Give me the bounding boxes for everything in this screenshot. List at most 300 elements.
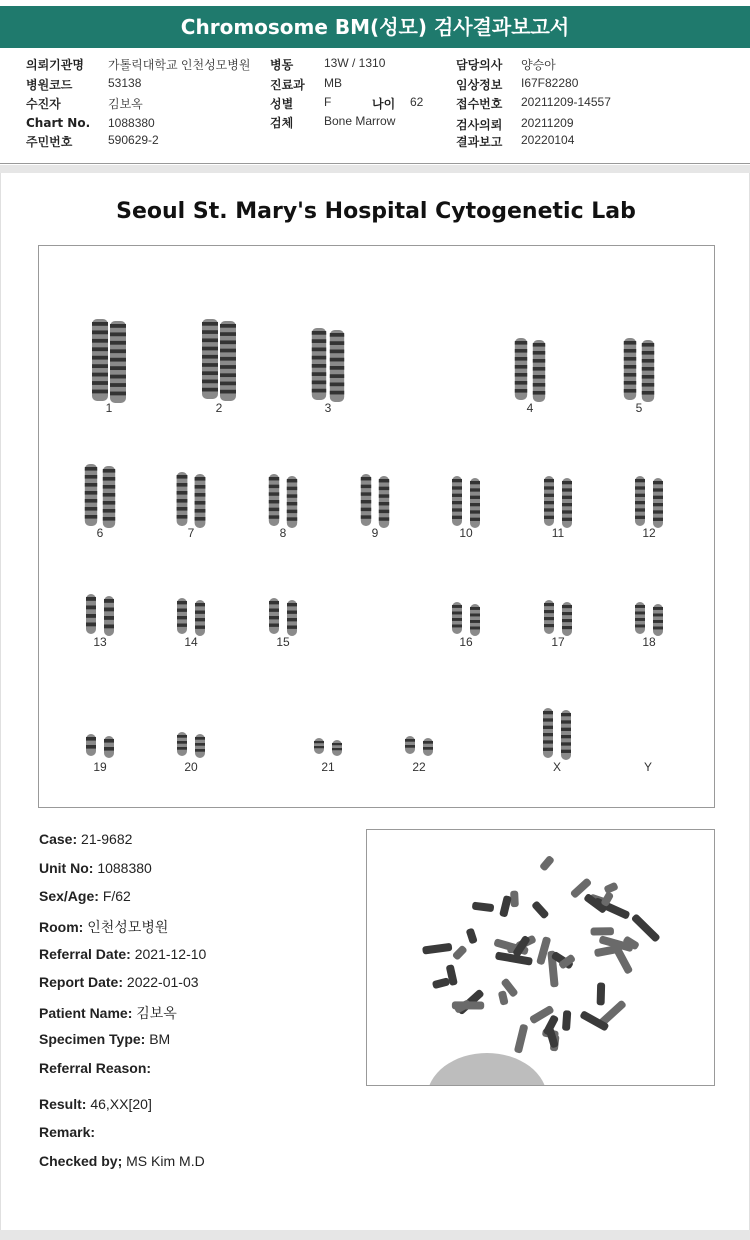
metaphase-spread [367,830,715,1086]
chromosome-band [635,605,645,608]
chromosome-band [202,322,218,326]
chromosome-band [562,496,572,499]
info-label: 임상정보 [456,78,503,92]
chromosome-label-8: 8 [279,526,287,540]
chromosome-pair-20 [177,732,205,758]
chromosome-band [533,391,545,395]
metaphase-chromosome [631,913,661,943]
chromosome-band [202,330,218,334]
chromosome-band [642,391,654,395]
chromosome-band [515,381,527,385]
chromosome-band [561,720,571,723]
metaphase-chromosome [539,855,555,872]
chromosome-band [177,491,188,495]
chromosome-band [92,347,108,351]
chromosome-band [220,332,236,336]
chromosome-band [470,510,480,513]
metaphase-chromosome [466,928,478,945]
chromosome-label-3: 3 [324,401,332,415]
remark-line: Remark: [39,1124,96,1140]
chromosome-band [195,743,205,746]
chromosome-band [562,605,572,608]
sex-age-line: Sex/Age: F/62 [39,888,131,904]
metaphase-chromosome [510,890,519,907]
chromosome-band [515,389,527,393]
chromosome-band [635,625,645,628]
chromosome-band [452,486,462,489]
info-value: 590629-2 [108,133,159,147]
chromosome-band [405,739,415,742]
chromosome-band [562,488,572,491]
chromosome-band [202,355,218,359]
chromosome-label-X: X [552,760,561,774]
chromosome-band [202,371,218,375]
chromosome-band [562,626,572,629]
chromosome-band [624,365,636,369]
info-value: 20220104 [521,133,575,147]
chromosome-label-1: 1 [105,401,113,415]
chromosome-band [470,627,480,630]
chromosome-band [544,617,554,620]
chromosome-band [361,500,371,503]
chromosome-band [269,500,279,503]
chromosome-band [653,614,663,617]
chromosome-band [92,322,108,326]
chromosome-band [177,499,188,503]
interphase-nucleus [427,1053,547,1086]
unit-line: Unit No: 1088380 [39,860,152,876]
chromosome-pair-2 [202,319,236,401]
chromosome-band [635,516,645,519]
chromosome-band [287,626,297,629]
chromosome-band [562,518,572,521]
chromosome-band [470,614,480,617]
chromosome-band [195,509,206,513]
metaphase-image [366,829,715,1086]
chromosome-band [202,338,218,342]
info-value: I67F82280 [521,76,579,90]
chromosome-band [543,740,553,743]
chromosome-band [515,341,527,345]
chromosome-band [269,492,279,495]
chromosome-band [103,509,115,513]
chromosome-pair-13 [86,594,114,636]
chromosome-band [361,515,371,518]
chromosome-band [287,487,297,490]
chromosome-band [85,491,97,495]
chromosome-pair-12 [635,476,663,528]
chromosome-band [330,383,344,387]
chromosome-band [86,597,96,601]
chromosome-band [202,347,218,351]
chromosome-band [195,493,206,497]
chromosome-band [104,616,114,620]
chromosome-band [544,603,554,606]
metaphase-chromosome [472,902,495,913]
chromosome-band [220,357,236,361]
info-label: 담당의사 [456,58,503,72]
chromosome-band [533,359,545,363]
chromosome-band [220,390,236,394]
chromosome-band [405,745,415,748]
chromosome-label-22: 22 [412,760,426,774]
chromosome-band [423,747,433,750]
karyogram-panel [38,245,715,808]
chromosome-band [103,493,115,497]
chromosome-band [92,330,108,334]
chromosome-band [642,359,654,363]
chromosome-band [635,612,645,615]
chromosome-band [177,475,188,479]
chromosome-pair-9 [361,474,389,528]
chromosome-band [452,625,462,628]
chromosome-band [332,748,342,750]
metaphase-chromosome [597,982,606,1005]
patient-name-line: Patient Name: 김보옥 [39,1005,177,1021]
chromosome-pair-11 [544,476,572,528]
info-value: 20211209-14557 [521,95,611,109]
chromosome-band [314,746,324,748]
chromosome-band [562,510,572,513]
chromosome-band [624,357,636,361]
chromosome-band [544,501,554,504]
divider-band [0,165,750,173]
chromosome-label-12: 12 [642,526,656,540]
chromosome-band [515,365,527,369]
chromosome-band [624,349,636,353]
report-title-bar [0,6,750,48]
chromosome-band [195,485,206,489]
chromosome-band [562,503,572,506]
chromosome-band [202,380,218,384]
chromosome-band [312,381,326,385]
chromosome-pair-10 [452,476,480,528]
chromosome-band [312,331,326,335]
chromosome-band [452,516,462,519]
room-line: Room: 인천성모병원 [39,919,169,935]
chromosome-pair-4 [515,338,545,402]
chromosome-band [543,748,553,751]
chromosome-band [330,341,344,345]
chromosome-band [92,390,108,394]
chromosome-pair-16 [452,602,480,636]
info-label: 검사의뢰 [456,118,503,132]
chromosome-label-7: 7 [187,526,195,540]
chromosome-band [92,339,108,343]
chromosome-band [470,496,480,499]
chromosome-band [330,366,344,370]
info-label: 성별 [270,97,294,111]
info-label: Chart No. [26,116,91,130]
chromosome-band [312,339,326,343]
chromosome-label-5: 5 [635,401,643,415]
chromosome-label-13: 13 [93,635,107,649]
chromosome-band [85,507,97,511]
chromosome-band [624,381,636,385]
chromosome-label-9: 9 [371,526,379,540]
chromosome-band [561,713,571,716]
chromosome-band [562,481,572,484]
chromosome-band [177,624,187,627]
chromosome-band [361,485,371,488]
chromosome-band [653,496,663,499]
referral-reason-line: Referral Reason: [39,1060,152,1076]
chromosome-pair-14 [177,598,205,636]
metaphase-chromosome [514,1024,529,1054]
karyotype-report [0,173,750,1230]
chromosome-band [195,749,205,752]
metaphase-chromosome [498,990,509,1006]
chromosome-label-16: 16 [459,635,473,649]
chromosome-band [220,382,236,386]
chromosome-band [104,608,114,612]
chromosome-band [103,469,115,473]
chromosome-band [533,351,545,355]
chromosome-band [330,358,344,362]
info-value: 김보옥 [108,97,143,111]
patient-info-block [0,52,750,162]
chromosome-band [624,341,636,345]
chromosome-band [543,733,553,736]
metaphase-chromosome [562,1010,571,1031]
chromosome-band [195,501,206,505]
chromosome-band [220,324,236,328]
chromosome-band [177,483,188,487]
chromosome-band [195,603,205,606]
chromosome-band [624,389,636,393]
report-date-line: Report Date: 2022-01-03 [39,974,199,990]
chromosome-band [653,620,663,623]
chromosome-band [361,508,371,511]
chromosome-pair-22 [405,736,433,756]
metaphase-chromosome [531,900,550,919]
chromosome-band [452,612,462,615]
info-value: 53138 [108,76,142,90]
info-value: 62 [410,95,424,109]
chromosome-band [470,488,480,491]
chromosome-band [104,599,114,603]
chromosome-band [642,343,654,347]
info-label: 의뢰기관명 [26,58,84,72]
chromosome-band [561,728,571,731]
chromosome-band [220,365,236,369]
chromosome-band [635,479,645,482]
chromosome-band [202,388,218,392]
result-line: Result: 46,XX[20] [39,1096,152,1112]
chromosome-band [269,601,279,604]
info-value: F [324,95,332,109]
chromosome-band [287,611,297,614]
chromosome-pair-6 [85,464,115,528]
chromosome-label-15: 15 [276,635,290,649]
chromosome-band [379,494,389,497]
divider [0,163,750,164]
chromosome-band [642,375,654,379]
chromosome-band [103,517,115,521]
chromosome-band [544,486,554,489]
chromosome-band [195,611,205,614]
chromosome-band [287,618,297,621]
chromosome-band [515,349,527,353]
chromosome-band [312,389,326,393]
chromosome-band [653,518,663,521]
specimen-line: Specimen Type: BM [39,1031,171,1047]
chromosome-band [544,479,554,482]
chromosome-band [314,741,324,743]
chromosome-band [330,391,344,395]
chromosome-band [195,737,205,740]
chromosome-band [92,373,108,377]
chromosome-pair-3 [312,328,344,402]
chromosome-band [635,486,645,489]
chromosome-band [642,367,654,371]
metaphase-chromosome [422,943,452,955]
chromosome-band [544,494,554,497]
chromosome-band [533,383,545,387]
chromosome-band [379,479,389,482]
chromosome-band [361,492,371,495]
chromosome-band [561,742,571,745]
chromosome-label-2: 2 [215,401,223,415]
chromosome-band [312,356,326,360]
chromosome-band [220,349,236,353]
info-value: 양승아 [521,58,556,72]
chromosome-band [452,605,462,608]
chromosome-band [544,610,554,613]
chromosome-band [379,510,389,513]
info-label: 주민번호 [26,135,73,149]
chromosome-band [653,488,663,491]
info-label: 결과보고 [456,135,503,149]
info-value: 1088380 [108,116,155,130]
chromosome-label-10: 10 [459,526,473,540]
chromosome-band [624,373,636,377]
chromosome-band [379,502,389,505]
chromosome-band [195,626,205,629]
chromosome-label-4: 4 [526,401,534,415]
chromosome-band [92,381,108,385]
chromosome-band [104,747,114,751]
chromosome-band [269,477,279,480]
lab-title: Seoul St. Mary's Hospital Cytogenetic Lab [116,199,636,224]
chromosome-band [653,607,663,610]
chromosome-band [269,485,279,488]
chromosome-pair-15 [269,598,297,636]
chromosome-band [287,603,297,606]
chromosome-band [110,392,126,396]
chromosome-band [561,750,571,753]
chromosome-label-14: 14 [184,635,198,649]
chromosome-band [269,508,279,511]
chromosome-band [86,614,96,618]
chromosome-pair-21 [314,738,342,756]
chromosome-band [177,507,188,511]
info-value: 20211209 [521,116,574,130]
chromosome-band [533,367,545,371]
chromosome-band [543,726,553,729]
chromosome-band [110,383,126,387]
chromosome-pair-7 [177,472,206,528]
chromosome-band [452,494,462,497]
chromosome-band [177,609,187,612]
info-label: 나이 [372,97,396,111]
chromosome-band [92,364,108,368]
chromosome-band [86,623,96,627]
chromosome-band [452,508,462,511]
chromosome-band [452,501,462,504]
info-label: 병동 [270,58,294,72]
chromosome-label-6: 6 [96,526,104,540]
chromosome-band [562,619,572,622]
chromosome-band [635,508,645,511]
chromosome-band [635,494,645,497]
chromosome-band [86,737,96,741]
checked-by-line: Checked by; MS Kim M.D [39,1153,205,1169]
chromosome-band [562,612,572,615]
info-value: 13W / 1310 [324,56,386,70]
chromosome-band [653,503,663,506]
chromosome-label-20: 20 [184,760,198,774]
chromosome-band [533,343,545,347]
chromosome-band [533,375,545,379]
info-label: 진료과 [270,78,305,92]
chromosome-band [177,735,187,738]
chromosome-band [544,624,554,627]
metaphase-chromosome [603,882,618,895]
chromosome-pair-18 [635,602,663,636]
footer-band [0,1230,750,1240]
chromosome-band [103,477,115,481]
chromosome-band [85,515,97,519]
chromosome-band [543,718,553,721]
chromosome-pair-1 [92,319,126,403]
chromosome-band [177,515,188,519]
chromosome-band [653,510,663,513]
chromosome-band [202,363,218,367]
chromosome-band [195,477,206,481]
chromosome-band [85,483,97,487]
info-label: 병원코드 [26,78,73,92]
chromosome-band [103,501,115,505]
chromosome-band [287,517,297,520]
chromosome-band [85,475,97,479]
chromosome-band [642,383,654,387]
chromosome-band [544,508,554,511]
chromosome-band [287,494,297,497]
chromosome-band [269,616,279,619]
chromosome-band [177,741,187,744]
metaphase-chromosome [590,927,614,935]
chromosome-band [86,606,96,610]
chromosome-band [470,620,480,623]
info-label: 접수번호 [456,97,503,111]
chromosome-band [85,467,97,471]
chromosome-band [653,481,663,484]
chromosome-band [110,324,126,328]
chromosome-band [177,616,187,619]
chromosome-band [85,499,97,503]
chromosome-pair-8 [269,474,297,528]
chromosome-band [470,607,480,610]
chromosome-band [110,366,126,370]
chromosome-band [653,627,663,630]
chromosome-band [452,479,462,482]
chromosome-label-17: 17 [551,635,565,649]
report-title: Chromosome BM(성모) 검사결과보고서 [180,15,570,39]
chromosome-band [103,485,115,489]
metaphase-chromosome [452,945,468,961]
chromosome-band [515,373,527,377]
